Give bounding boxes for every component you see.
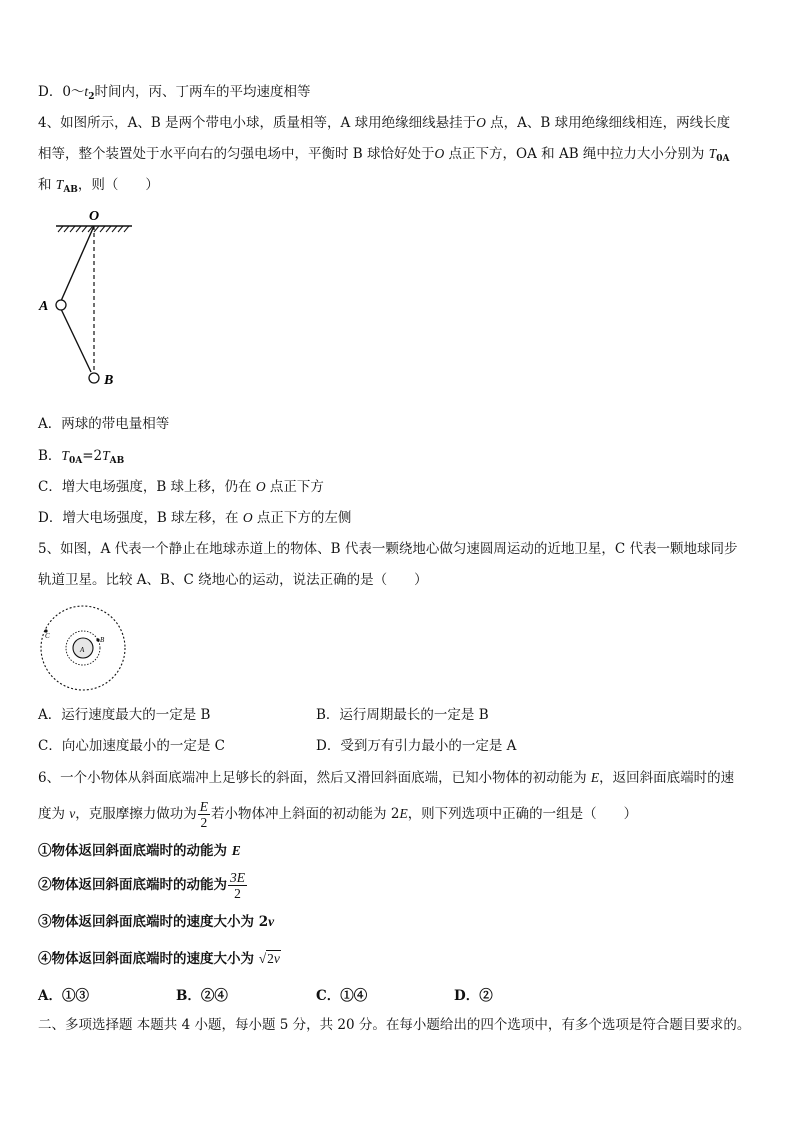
q6-item-4: ④物体返回斜面底端时的速度大小为 √2v — [38, 951, 280, 967]
fraction-3e-over-2: $\frac{3E}{2}$ — [230, 870, 245, 901]
q4-stem-line3: 和 $T_{AB}$，则（ ） — [38, 177, 159, 195]
label-o: O — [89, 209, 100, 224]
q6-item-3: ③物体返回斜面底端时的速度大小为 2v — [38, 914, 275, 930]
q5-orbit-figure — [36, 602, 130, 694]
q4-pendulum-figure — [34, 204, 144, 390]
q5-option-a: A．运行速度最大的一定是 B — [38, 707, 211, 723]
q6-stem-line1: 6、一个小物体从斜面底端冲上足够长的斜面，然后又滑回斜面底端，已知小物体的初动能为 E，返回斜面底端时的速 — [38, 770, 735, 786]
q6-option-b: B．②④ — [176, 988, 228, 1004]
q4-stem-line1: 4、如图所示，A、B 是两个带电小球，质量相等，A 球用绝缘细线悬挂于O 点，A、B 球用绝缘细线相连，两线长度 — [38, 115, 731, 131]
label-b: B — [100, 636, 105, 644]
q3-option-d: D．$0\sim t_2$时间内，丙、丁两车的平均速度相等 — [38, 84, 311, 102]
q4-option-b: B．$T_{0A}=2T_{AB}$ — [38, 448, 125, 466]
q5-option-c: C．向心加速度最小的一定是 C — [38, 738, 225, 754]
q6-option-c: C．①④ — [316, 988, 368, 1004]
q4-stem-line2: 相等，整个装置处于水平向右的匀强电场中，平衡时 B 球恰好处于O 点正下方，OA 和 AB 绳中拉力大小分别为 $T_{0A}$ — [38, 146, 730, 164]
q5-stem-line2: 轨道卫星。比较 A、B、C 绕地心的运动，说法正确的是（ ） — [38, 572, 428, 588]
section-2-heading: 二、多项选择题 本题共 4 小题，每小题 5 分，共 20 分。在每小题给出的四个选项中，有多个选项是符合题目要求的。 — [38, 1017, 751, 1033]
fraction-e-over-2: $\frac{E}{2}$ — [199, 799, 209, 830]
q6-option-d: D．② — [454, 988, 493, 1004]
label-c: C — [45, 632, 50, 640]
q4-option-a: A．两球的带电量相等 — [38, 416, 170, 432]
label-b: B — [104, 373, 114, 388]
q5-option-d: D．受到万有引力最小的一定是 A — [316, 738, 517, 754]
q5-option-b: B．运行周期最长的一定是 B — [316, 707, 489, 723]
label-a: A — [80, 646, 85, 654]
q4-option-d: D．增大电场强度，B 球左移，在 O 点正下方的左侧 — [38, 510, 352, 526]
sqrt-2v: √2v — [258, 951, 280, 966]
label-a: A — [39, 299, 49, 314]
q6-item-2: ②物体返回斜面底端时的动能为 $\frac{3E}{2}$ — [38, 870, 245, 901]
q6-item-1: ①物体返回斜面底端时的动能为 E — [38, 843, 241, 859]
q6-stem-line2: 度为 v，克服摩擦力做功为 $\frac{E}{2}$ 若小物体冲上斜面的初动能为 2E，则下列选项中正确的一组是（ ） — [38, 799, 638, 830]
ball-b — [89, 373, 99, 383]
q4-option-c: C．增大电场强度，B 球上移，仍在 O 点正下方 — [38, 479, 324, 495]
q5-stem-line1: 5、如图，A 代表一个静止在地球赤道上的物体、B 代表一颗绕地心做匀速圆周运动的近地卫星，C 代表一颗地球同步 — [38, 541, 738, 557]
ball-a — [56, 300, 66, 310]
q6-option-a: A．①③ — [38, 988, 89, 1004]
